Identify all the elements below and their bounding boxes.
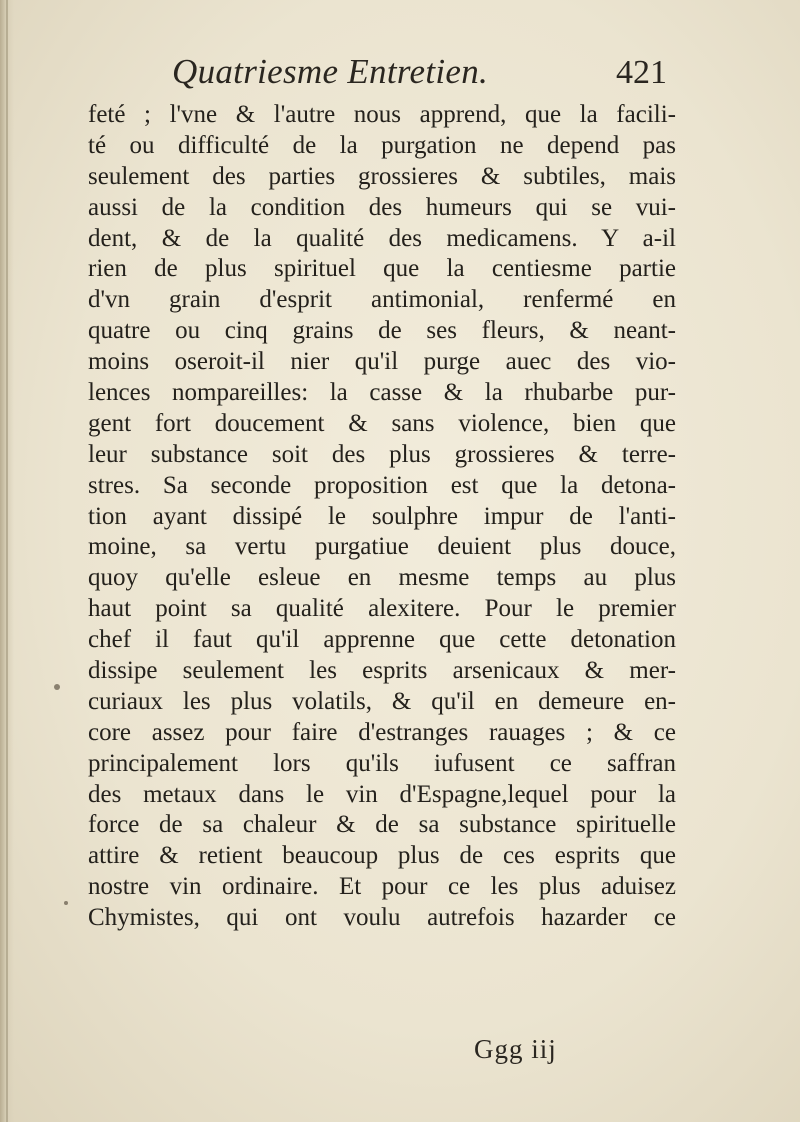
- text-line: quatre ou cinq grains de ses fleurs, & neant-: [88, 317, 676, 345]
- text-line: Chymistes, qui ont voulu autrefois hazarder ce: [88, 904, 676, 932]
- text-line: moins oseroit-il nier qu'il purge auec des vio-: [88, 348, 676, 376]
- text-line: d'vn grain d'esprit antimonial, renfermé en: [88, 286, 676, 314]
- ink-speck: [54, 684, 60, 690]
- text-line: gent fort doucement & sans violence, bien que: [88, 409, 676, 437]
- text-line: haut point sa qualité alexitere. Pour le premier: [88, 595, 676, 623]
- text-line: force de sa chaleur & de sa substance spirituelle: [88, 811, 676, 839]
- text-line: core assez pour faire d'estranges rauages ; & ce: [88, 718, 676, 746]
- signature-mark: Ggg iij: [474, 1034, 557, 1064]
- text-line: dissipe seulement les esprits arsenicaux & mer-: [88, 657, 676, 685]
- text-line: té ou difficulté de la purgation ne depend pas: [88, 131, 676, 159]
- text-line: dent, & de la qualité des medicamens. Y a-il: [88, 224, 676, 252]
- text-line: principalement lors qu'ils iufusent ce saffran: [88, 749, 676, 777]
- text-line: quoy qu'elle esleue en mesme temps au plus: [88, 564, 676, 592]
- text-line: rien de plus spirituel que la centiesme partie: [88, 255, 676, 283]
- text-line: seulement des parties grossieres & subtiles, mais: [88, 162, 676, 190]
- text-line: leur substance soit des plus grossieres & terre-: [88, 440, 676, 468]
- ink-speck: [64, 901, 68, 905]
- running-head: [88, 50, 688, 100]
- text-line: stres. Sa seconde proposition est que la detona-: [88, 471, 676, 499]
- text-line: aussi de la condition des humeurs qui se vui-: [88, 193, 676, 221]
- running-title: Quatriesme Entretien.: [172, 52, 489, 91]
- body-text: [88, 100, 676, 934]
- text-line: des metaux dans le vin d'Espagne,lequel pour la: [88, 780, 676, 808]
- page-gutter-edge: [6, 0, 8, 1122]
- text-line: moine, sa vertu purgatiue deuient plus douce,: [88, 533, 676, 561]
- text-line: curiaux les plus volatils, & qu'il en demeure en-: [88, 687, 676, 715]
- text-line: attire & retient beaucoup plus de ces esprits que: [88, 842, 676, 870]
- text-line: chef il faut qu'il apprenne que cette detonation: [88, 626, 676, 654]
- text-line: lences nompareilles: la casse & la rhubarbe pur-: [88, 379, 676, 407]
- page-number: 421: [616, 54, 667, 91]
- text-line: feté ; l'vne & l'autre nous apprend, que la facili-: [88, 101, 676, 128]
- text-line: tion ayant dissipé le soulphre impur de l'anti-: [88, 502, 676, 530]
- text-line: nostre vin ordinaire. Et pour ce les plus aduisez: [88, 873, 676, 901]
